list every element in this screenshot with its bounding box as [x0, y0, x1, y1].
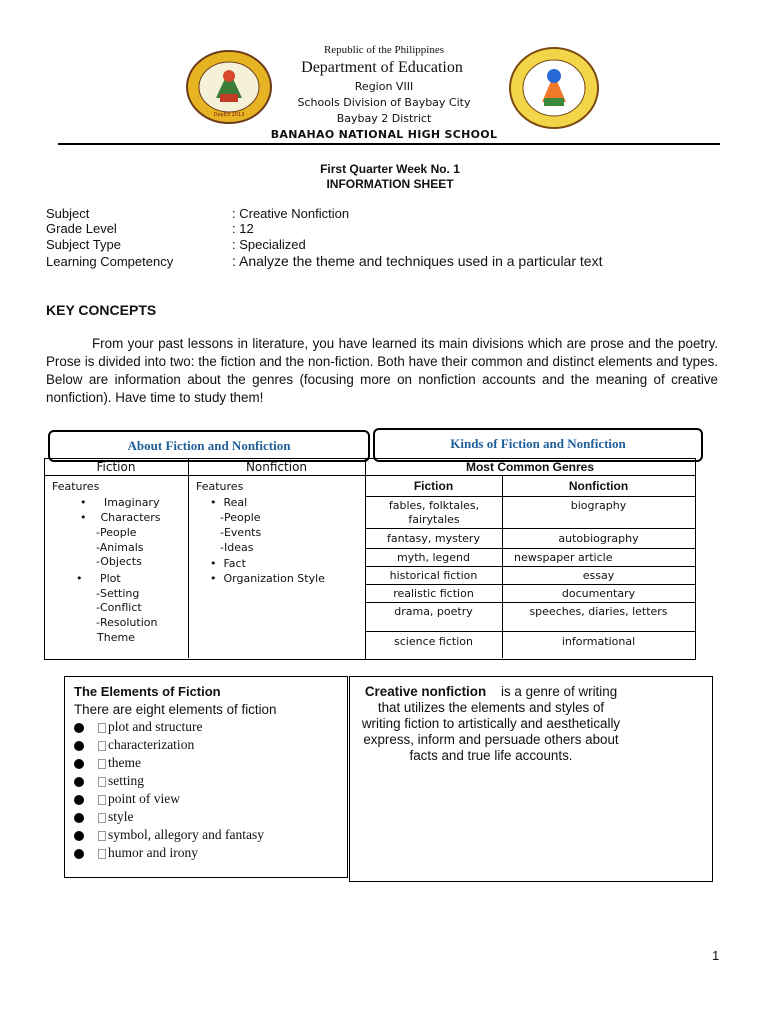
- division-label: Schools Division of Baybay City: [297, 96, 471, 109]
- info-label: Subject Type: [46, 237, 121, 252]
- element-item: point of view: [74, 791, 180, 807]
- cnf-term: Creative nonfiction: [364, 684, 487, 699]
- kinds-heading: Most Common Genres: [465, 460, 594, 474]
- fiction-item: -Resolution: [96, 616, 158, 629]
- genre-nonfiction-cell: informational: [561, 635, 636, 648]
- bullet-icon: [74, 741, 84, 751]
- nonfiction-item: -Events: [220, 526, 262, 539]
- fiction-item: • Plot: [76, 572, 121, 585]
- nonfiction-item: • Fact: [210, 557, 246, 570]
- nonfiction-item: -Ideas: [220, 541, 254, 554]
- genre-fiction-cell: historical fiction: [389, 569, 478, 582]
- missing-glyph-icon: [98, 831, 106, 841]
- nonfiction-features-label: Features: [196, 480, 244, 493]
- missing-glyph-icon: [98, 741, 106, 751]
- nonfiction-item: • Real: [210, 496, 248, 509]
- fiction-item: -Setting: [96, 587, 140, 600]
- missing-glyph-icon: [98, 795, 106, 805]
- genre-fiction-cell: fables, folktales, fairytales: [388, 499, 480, 526]
- cnf-definition: is a genre of writing that utilizes the elements and styles of writing fiction to artistically and aesthetically express, inform and persuade others about facts and true life accounts.: [361, 684, 621, 763]
- bullet-icon: [74, 813, 84, 823]
- element-item: setting: [74, 773, 144, 789]
- genre-nonfiction-cell: documentary: [561, 587, 636, 600]
- week-title: First Quarter Week No. 1: [320, 162, 460, 176]
- district-label: Baybay 2 District: [336, 112, 432, 125]
- fiction-item: -Animals: [96, 541, 144, 554]
- kinds-col-fiction: Fiction: [413, 479, 454, 493]
- info-label: Learning Competency: [46, 254, 174, 269]
- elements-intro: There are eight elements of fiction: [74, 702, 277, 717]
- missing-glyph-icon: [98, 759, 106, 769]
- element-item: theme: [74, 755, 141, 771]
- info-subject-type: [46, 237, 306, 252]
- missing-glyph-icon: [98, 849, 106, 859]
- genre-fiction-cell: myth, legend: [396, 551, 471, 564]
- missing-glyph-icon: [98, 777, 106, 787]
- element-item: symbol, allegory and fantasy: [74, 827, 264, 843]
- genre-fiction-cell: science fiction: [394, 635, 473, 648]
- fiction-item: -Objects: [96, 555, 142, 568]
- bullet-icon: [74, 777, 84, 787]
- info-competency: [46, 253, 602, 269]
- region-label: Region VIII: [354, 80, 414, 93]
- info-value: : Specialized: [232, 237, 306, 252]
- header-divider: [58, 143, 720, 145]
- page-number: 1: [712, 948, 720, 963]
- fiction-item: Theme: [97, 631, 135, 644]
- info-subject: [46, 206, 349, 221]
- about-box-title: About Fiction and Nonfiction: [48, 430, 370, 462]
- elements-heading: The Elements of Fiction: [74, 684, 221, 699]
- nonfiction-item: -People: [220, 511, 261, 524]
- bullet-icon: [74, 849, 84, 859]
- fiction-item: • Imaginary: [80, 496, 160, 509]
- about-col-nonfiction: Nonfiction: [245, 460, 308, 474]
- genre-nonfiction-cell: biography: [570, 499, 627, 512]
- genre-fiction-cell: drama, poetry: [394, 605, 473, 618]
- genre-fiction-cell: realistic fiction: [393, 587, 474, 600]
- school-name: BANAHAO NATIONAL HIGH SCHOOL: [270, 128, 498, 141]
- about-col-fiction: Fiction: [96, 460, 136, 474]
- bullet-icon: [74, 831, 84, 841]
- element-item: humor and irony: [74, 845, 198, 861]
- kinds-box-title: Kinds of Fiction and Nonfiction: [373, 428, 703, 462]
- bullet-icon: [74, 795, 84, 805]
- genre-nonfiction-cell: autobiography: [558, 532, 639, 545]
- info-grade-level: [46, 221, 254, 236]
- bullet-icon: [74, 723, 84, 733]
- info-value: : Analyze the theme and techniques used in a particular text: [232, 253, 603, 269]
- element-item: plot and structure: [74, 719, 202, 735]
- missing-glyph-icon: [98, 813, 106, 823]
- info-label: Grade Level: [46, 221, 117, 236]
- fiction-item: -People: [96, 526, 137, 539]
- key-concepts-heading: KEY CONCEPTS: [46, 302, 157, 318]
- info-label: Subject: [46, 206, 90, 221]
- cnf-text: [358, 684, 624, 764]
- info-value: : Creative Nonfiction: [232, 206, 350, 221]
- element-item: characterization: [74, 737, 194, 753]
- svg-text:DepEd 2013: DepEd 2013: [213, 112, 245, 118]
- fiction-features-label: Features: [52, 480, 100, 493]
- department-title: Department of Education: [301, 59, 463, 76]
- missing-glyph-icon: [98, 723, 106, 733]
- kinds-col-nonfiction: Nonfiction: [568, 479, 629, 493]
- bullet-icon: [74, 759, 84, 769]
- genre-nonfiction-cell: essay: [582, 569, 615, 582]
- nonfiction-item: • Organization Style: [210, 572, 325, 585]
- fiction-item: • Characters: [80, 511, 161, 524]
- republic-label: Republic of the Philippines: [323, 44, 445, 56]
- element-item: style: [74, 809, 134, 825]
- genre-nonfiction-cell: speeches, diaries, letters: [529, 605, 668, 618]
- key-concepts-paragraph: From your past lessons in literature, you have learned its main divisions which are prose and the poetry. Prose is divided into two: the fiction and the non-fiction. Both have their common and distinct elements and types. Below are information about the genres (focusing more on nonfiction accounts and the meaning of creative nonfiction). Have time to study them!: [46, 336, 718, 405]
- sheet-title: INFORMATION SHEET: [326, 177, 454, 191]
- genre-nonfiction-cell: newspaper article: [514, 551, 613, 564]
- info-value: : 12: [232, 221, 254, 236]
- fiction-item: -Conflict: [96, 601, 142, 614]
- genre-fiction-cell: fantasy, mystery: [387, 532, 480, 545]
